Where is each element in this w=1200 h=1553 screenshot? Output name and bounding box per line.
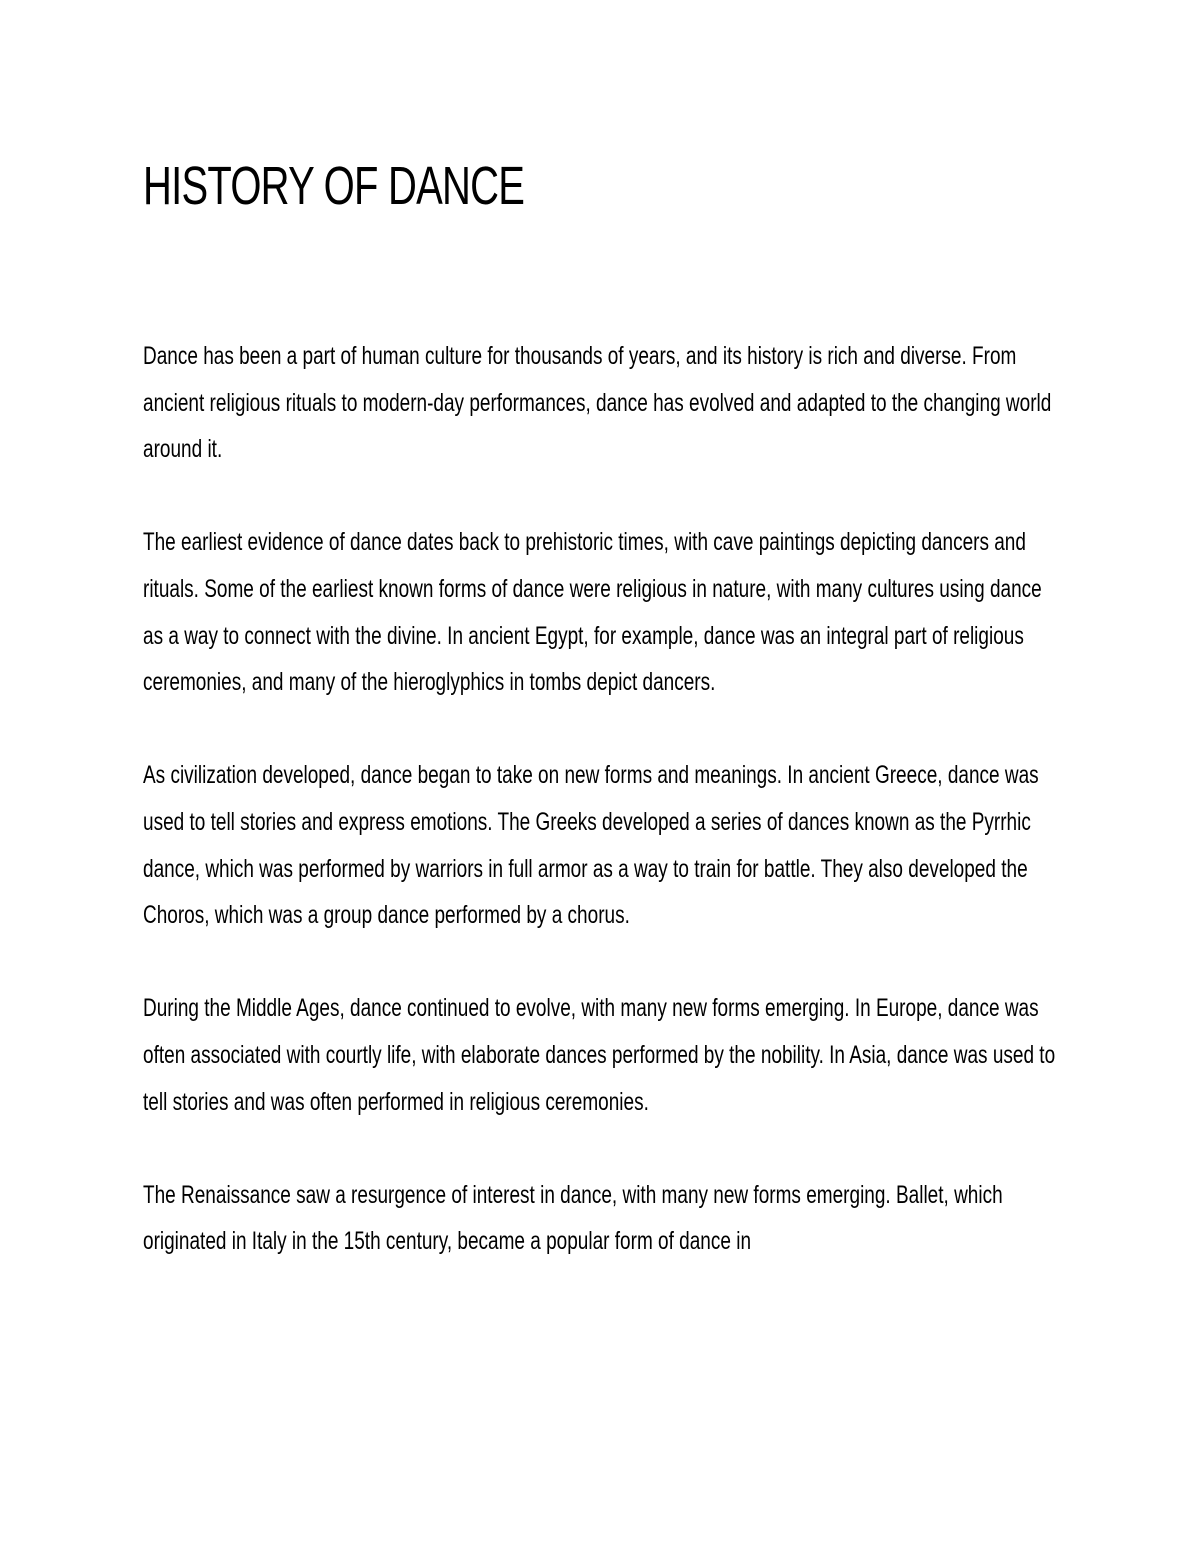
document-title: HISTORY OF DANCE <box>143 156 525 216</box>
paragraph-middle-ages: During the Middle Ages, dance continued to evolve, with many new forms emerging. In Europe, dance was often associated with courtly life, with elaborate dances performed by the nobility. In Asia, dance was used to tell stories and was often performed in religious ceremonies. <box>143 994 1056 1116</box>
paragraph-renaissance: The Renaissance saw a resurgence of interest in dance, with many new forms emerging. Ballet, which originated in Italy in the 15th century, became a popular form of dance in <box>143 1180 1003 1256</box>
paragraph-intro: Dance has been a part of human culture for thousands of years, and its history is rich and diverse. From ancient religious rituals to modern-day performances, dance has evolved and adapted to the changing world around it. <box>143 342 1052 464</box>
paragraph-ancient-greece: As civilization developed, dance began to take on new forms and meanings. In ancient Greece, dance was used to tell stories and express emotions. The Greeks developed a series of dances known as the Pyrrhic dance, which was performed by warriors in full armor as a way to train for battle. They also developed the Choros, which was a group dance performed by a chorus. <box>143 761 1039 930</box>
paragraph-prehistoric: The earliest evidence of dance dates back to prehistoric times, with cave paintings depicting dancers and rituals. Some of the earliest known forms of dance were religious in nature, with many cultures using dance as a way to connect with the divine. In ancient Egypt, for example, dance was an integral part of religious ceremonies, and many of the hieroglyphics in tombs depict dancers. <box>143 528 1042 697</box>
document-body <box>143 333 1063 1311</box>
